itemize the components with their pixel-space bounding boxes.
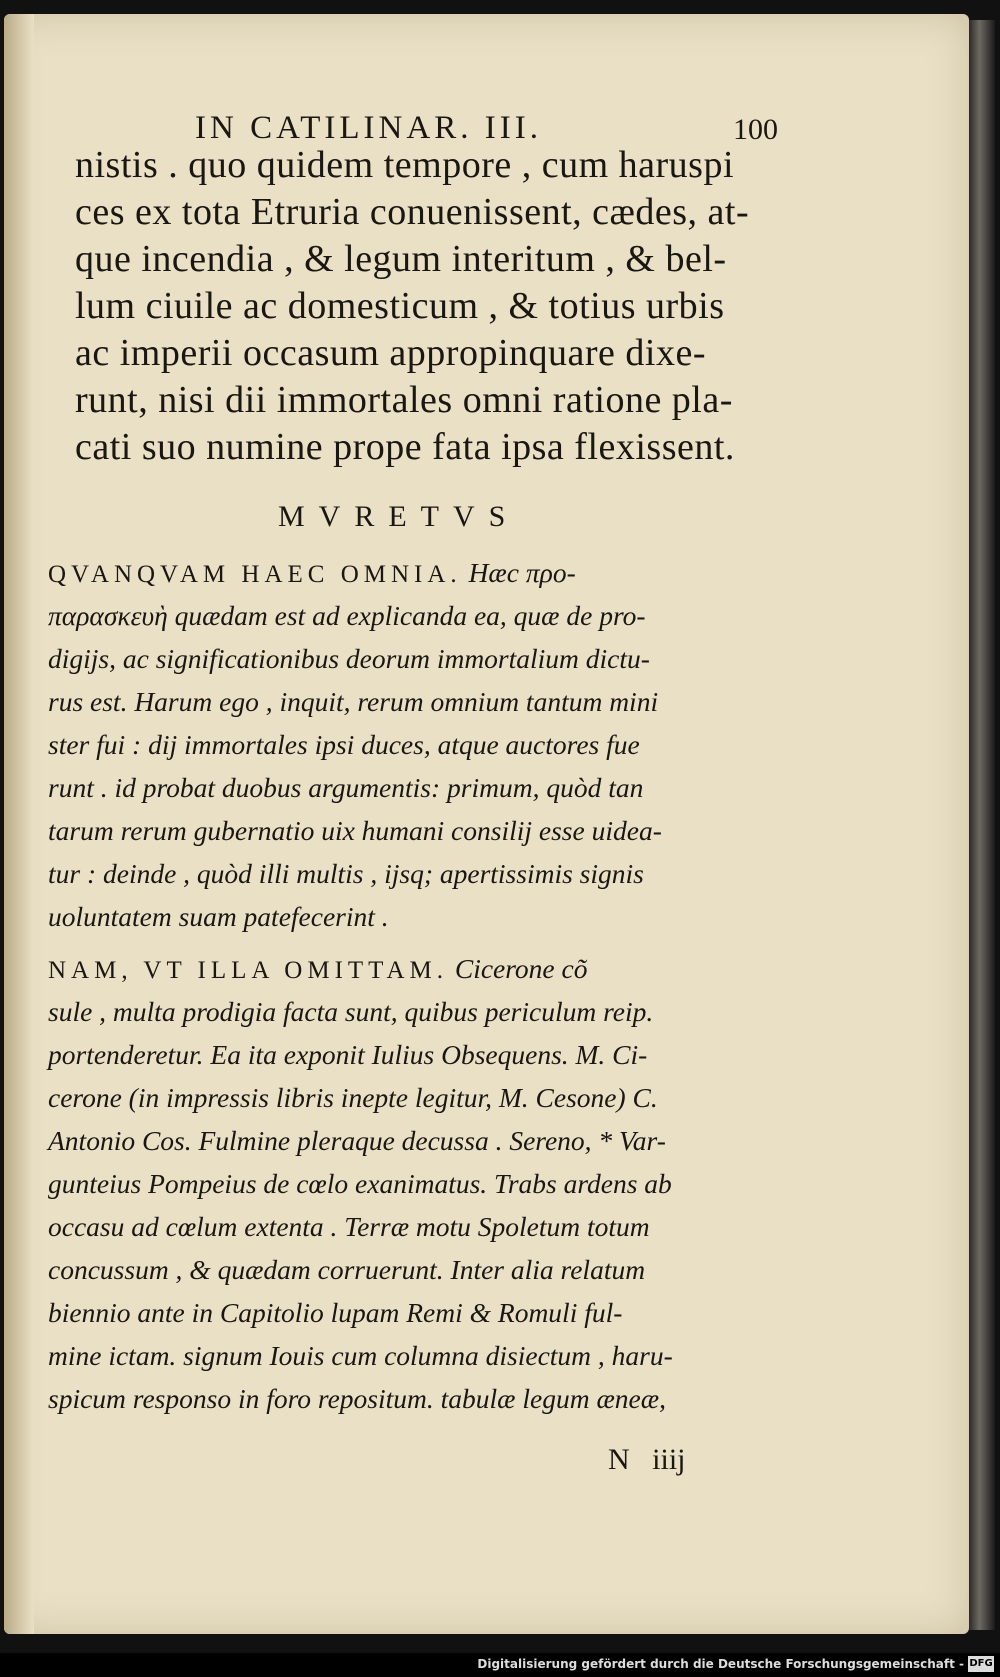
main-text-line: cati suo numine prope fata ipsa flexissent.: [75, 426, 735, 468]
main-text-line: ac imperii occasum appropinquare dixe-: [75, 332, 706, 374]
commentary-line: tarum rerum gubernatio uix humani consilij esse uidea-: [48, 815, 662, 846]
commentary-line: biennio ante in Capitolio lupam Remi & Romuli ful-: [48, 1297, 623, 1328]
commentary-text: Cicerone cõ: [447, 953, 588, 984]
commentary-line: portenderetur. Ea ita exponit Iulius Obsequens. M. Ci-: [48, 1039, 648, 1070]
commentary-line: digijs, ac significationibus deorum immortalium dictu-: [48, 643, 650, 674]
commentary-line: [48, 946, 587, 994]
main-text-line: que incendia , & legum interitum , & bel-: [75, 238, 727, 280]
commentary-line: runt . id probat duobus argumentis: primum, quòd tan: [48, 772, 644, 803]
commentary-line: mine ictam. signum Iouis cum columna disiectum , haru-: [48, 1340, 673, 1371]
page-number: 100: [733, 113, 778, 146]
commentary-line: cerone (in impressis libris inepte legitur, M. Cesone) C.: [48, 1082, 658, 1113]
commentary-line: rus est. Harum ego , inquit, rerum omnium tantum mini: [48, 686, 659, 717]
book-edge: [969, 20, 995, 1630]
section-title: MVRETVS: [278, 500, 520, 533]
main-text-line: ces ex tota Etruria conuenissent, cædes, at-: [75, 191, 750, 233]
page-gutter: [4, 14, 34, 1634]
main-text-line: nistis . quo quidem tempore , cum haruspi: [75, 144, 735, 186]
commentary-line: concussum , & quædam corruerunt. Inter alia relatum: [48, 1254, 646, 1285]
digitization-credit: Digitalisierung gefördert durch die Deutsche Forschungsgemeinschaft -: [477, 1657, 964, 1671]
main-text-line: lum ciuile ac domesticum , & totius urbis: [75, 285, 725, 327]
commentary-line: occasu ad cœlum extenta . Terræ motu Spoletum totum: [48, 1211, 650, 1242]
commentary-line: uoluntatem suam patefecerint .: [48, 901, 389, 932]
lemma: NAM, VT ILLA OMITTAM.: [48, 957, 448, 984]
commentary-line: tur : deinde , quòd illi multis , ijsq; apertissimis signis: [48, 858, 644, 889]
running-title: IN CATILINAR. III.: [195, 110, 542, 146]
main-text-line: runt, nisi dii immortales omni ratione pla-: [75, 379, 733, 421]
commentary-text: Hæc προ-: [461, 557, 576, 588]
commentary-line: ster fui : dij immortales ipsi duces, atque auctores fue: [48, 729, 640, 760]
commentary-line: Antonio Cos. Fulmine pleraque decussa . Sereno, * Var-: [48, 1125, 666, 1156]
commentary-line: [48, 550, 576, 598]
commentary-line: spicum responso in foro repositum. tabulæ legum æneæ,: [48, 1383, 666, 1414]
dfg-logo: DFG: [968, 1656, 994, 1672]
lemma: QVANQVAM HAEC OMNIA.: [48, 561, 462, 588]
commentary-line: παρασκευὴ quædam est ad explicanda ea, quæ de pro-: [48, 600, 646, 631]
commentary-line: sule , multa prodigia facta sunt, quibus periculum reip.: [48, 996, 654, 1027]
commentary-line: gunteius Pompeius de cœlo exanimatus. Trabs ardens ab: [48, 1168, 672, 1199]
signature-mark: N iiij: [608, 1443, 686, 1476]
